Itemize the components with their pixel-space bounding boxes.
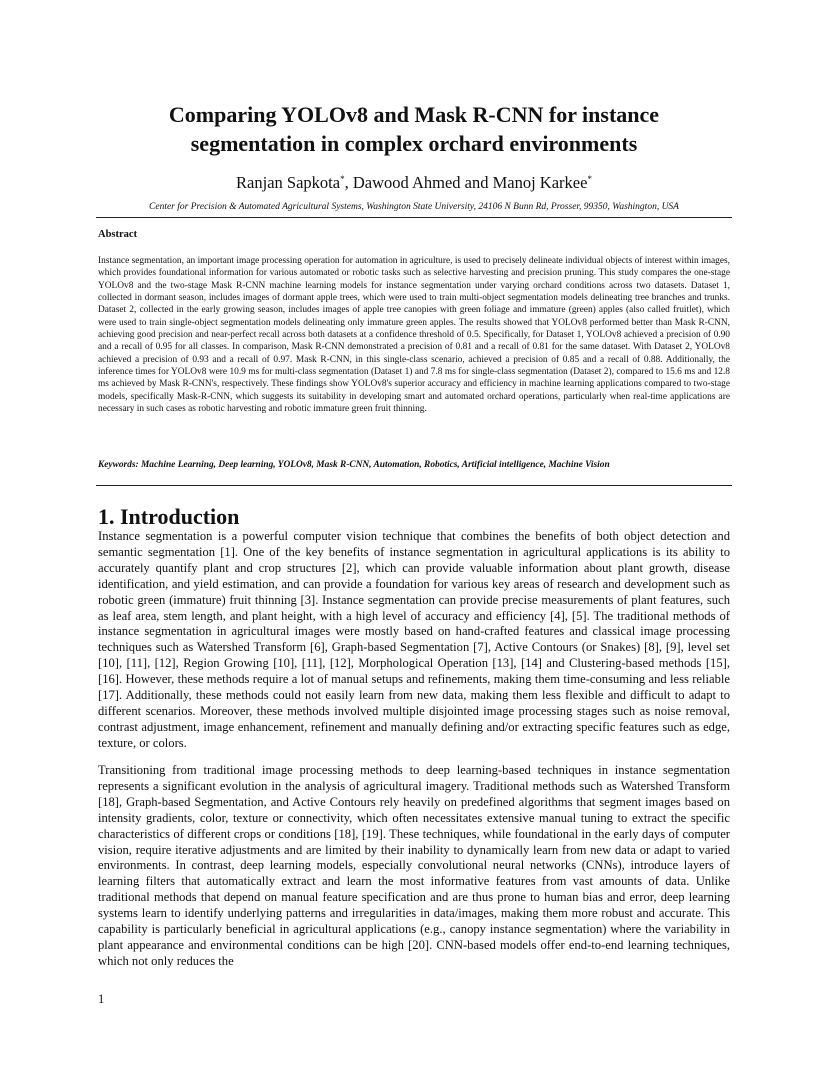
author-list (96, 168, 732, 194)
section-divider (96, 485, 732, 486)
corresponding-author-mark-1: * (340, 174, 345, 184)
paper-title-line-2: segmentation in complex orchard environments (190, 131, 638, 156)
abstract-text: Instance segmentation, an important image processing operation for automation in agriculture, is used to precisely delineate individual objects of interest within images, which provides foundational information for various automated or robotic tasks such as selective harvesting and precision pruning. This study compares the one-stage YOLOv8 and the two-stage Mask R-CNN machine learning models for instance segmentation under varying orchard conditions across two datasets. Dataset 1, collected in dormant season, includes images of dormant apple trees, which were used to train multi-object segmentation models delineating tree branches and trunks. Dataset 2, collected in the early growing season, includes images of apple tree canopies with green foliage and immature (green) apples (also called fruitlet), which were used to train single-object segmentation models delineating only immature green apples. The results showed that YOLOv8 performed better than Mask R-CNN, achieving good precision and near-perfect recall across both datasets at a confidence threshold of 0.5. Specifically, for Dataset 1, YOLOv8 achieved a precision of 0.90 and a recall of 0.95 for all classes. In comparison, Mask R-CNN demonstrated a precision of 0.81 and a recall of 0.81 for the same dataset. With Dataset 2, YOLOv8 achieved a precision of 0.93 and a recall of 0.97. Mask R-CNN, in this single-class scenario, achieved a precision of 0.85 and a recall of 0.88. Additionally, the inference times for YOLOv8 were 10.9 ms for multi-class segmentation (Dataset 1) and 7.8 ms for single-class segmentation (Dataset 2), compared to 15.6 ms and 12.8 ms achieved by Mask R-CNN's, respectively. These findings show YOLOv8's superior accuracy and efficiency in machine learning applications compared to two-stage models, specifically Mask-R-CNN, which suggests its suitability in developing smart and automated orchard operations, particularly when real-time applications are necessary in such cases as robotic harvesting and robotic immature green fruit thinning. (98, 256, 730, 415)
body-paragraph-2: Transitioning from traditional image processing methods to deep learning-based techniques in instance segmentation represents a significant evolution in the analysis of agricultural imagery. Traditional methods such as Watershed Transform [18], Graph-based Segmentation, and Active Contours rely heavily on predefined algorithms that segment images based on intensity gradients, color, texture or connectivity, which often necessitates extensive manual tuning to extract the specific characteristics of different crops or conditions [18], [19]. These techniques, while foundational in the early days of computer vision, require iterative adjustments and are limited by their inability to dynamically learn from new data or adapt to varied environments. In contrast, deep learning models, especially convolutional neural networks (CNNs), introduce layers of learning filters that automatically extract and learn the most informative features from vast amounts of data. Unlike traditional methods that depend on manual feature specification and are thus prone to human bias and error, deep learning systems learn to identify underlying patterns and irregularities in data/images, making them more robust and accurate. This capability is particularly beneficial in agricultural applications (e.g., canopy instance segmentation) where the variability in plant appearance and environmental conditions can be high [20]. CNN-based models offer end-to-end learning techniques, which not only reduces the (98, 763, 730, 968)
body-paragraph-1: Instance segmentation is a powerful computer vision technique that combines the benefits of both object detection and semantic segmentation [1]. One of the key benefits of instance segmentation in agricultural applications is its ability to accurately quantify plant and crop structures [2], which can provide valuable information about plant growth, disease identification, and yield estimation, and can provide a foundation for various key areas of research and development such as robotic green (immature) fruit thinning [3]. Instance segmentation can provide precise measurements of plant features, such as leaf area, stem length, and plant height, with a high level of accuracy and efficiency [4], [5]. The traditional methods of instance segmentation in agricultural images were mostly based on hand-crafted features and classical image processing techniques such as Watershed Transform [6], Graph-based Segmentation [7], Active Contours (or Snakes) [8], [9], level set [10], [11], [12], Region Growing [10], [11], [12], Morphological Operation [13], [14] and Clustering-based methods [15], [16]. However, these methods require a lot of manual setups and refinements, making them time-consuming and less reliable [17]. Additionally, these methods could not easily learn from new data, making them less flexible and difficult to adapt to different scenarios. Moreover, these methods involved multiple disjointed image processing stages such as noise removal, contrast adjustment, image enhancement, refinement and manually defining and/or extracting specific features such as edge, texture, or colors. (98, 529, 730, 750)
author-1: Ranjan Sapkota (236, 173, 341, 192)
abstract-heading: Abstract (98, 229, 138, 240)
paper-title (96, 100, 732, 158)
page-number: 1 (98, 992, 105, 1006)
keywords: Keywords: Machine Learning, Deep learning, YOLOv8, Mask R-CNN, Automation, Robotics, Artificial intelligence, Machine Vision (98, 460, 610, 470)
section-heading: 1. Introduction (98, 504, 240, 529)
corresponding-author-mark-2: * (587, 174, 592, 184)
affiliation: Center for Precision & Automated Agricultural Systems, Washington State University, 24106 N Bunn Rd, Prosser, 99350, Washington, USA (96, 201, 732, 218)
paper-title-line-1: Comparing YOLOv8 and Mask R-CNN for instance (168, 102, 660, 127)
author-2-3: , Dawood Ahmed and Manoj Karkee (344, 173, 588, 192)
